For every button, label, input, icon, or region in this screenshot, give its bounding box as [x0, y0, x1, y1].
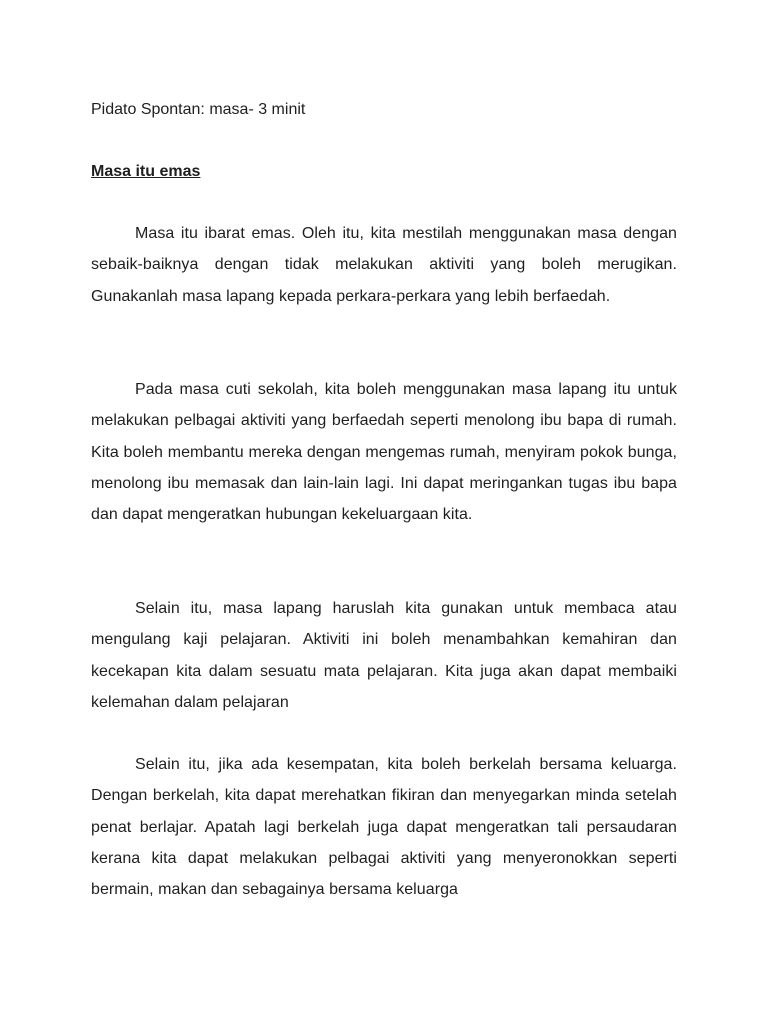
paragraph-1: Masa itu ibarat emas. Oleh itu, kita mestilah menggunakan masa dengan sebaik-baiknya dengan tidak melakukan aktiviti yang boleh merugikan. Gunakanlah masa lapang kepada perkara-perkara yang lebih berfaedah. — [91, 225, 677, 305]
paragraph-2: Pada masa cuti sekolah, kita boleh menggunakan masa lapang itu untuk melakukan pelbagai aktiviti yang berfaedah seperti menolong ibu bapa di rumah. Kita boleh membantu mereka dengan mengemas rumah, menyiram pokok bunga, menolong ibu memasak dan lain-lain lagi. Ini dapat meringankan tugas ibu bapa dan dapat mengeratkan hubungan kekeluargaan kita. — [91, 381, 677, 524]
paragraph-3: Selain itu, masa lapang haruslah kita gunakan untuk membaca atau mengulang kaji pelajaran. Aktiviti ini boleh menambahkan kemahiran dan kecekapan kita dalam sesuatu mata pelajaran. Kita juga akan dapat membaiki kelemahan dalam pelajaran — [91, 600, 677, 711]
paragraph-4: Selain itu, jika ada kesempatan, kita boleh berkelah bersama keluarga. Dengan berkelah, kita dapat merehatkan fikiran dan menyegarkan minda setelah penat berlajar. Apatah lagi berkelah juga dapat mengeratkan tali persaudaran kerana kita dapat melakukan pelbagai aktiviti yang menyeronokkan seperti bermain, makan dan sebagainya bersama keluarga — [91, 756, 677, 899]
document-title: Masa itu emas — [91, 163, 201, 180]
document-header: Pidato Spontan: masa- 3 minit — [91, 101, 306, 118]
